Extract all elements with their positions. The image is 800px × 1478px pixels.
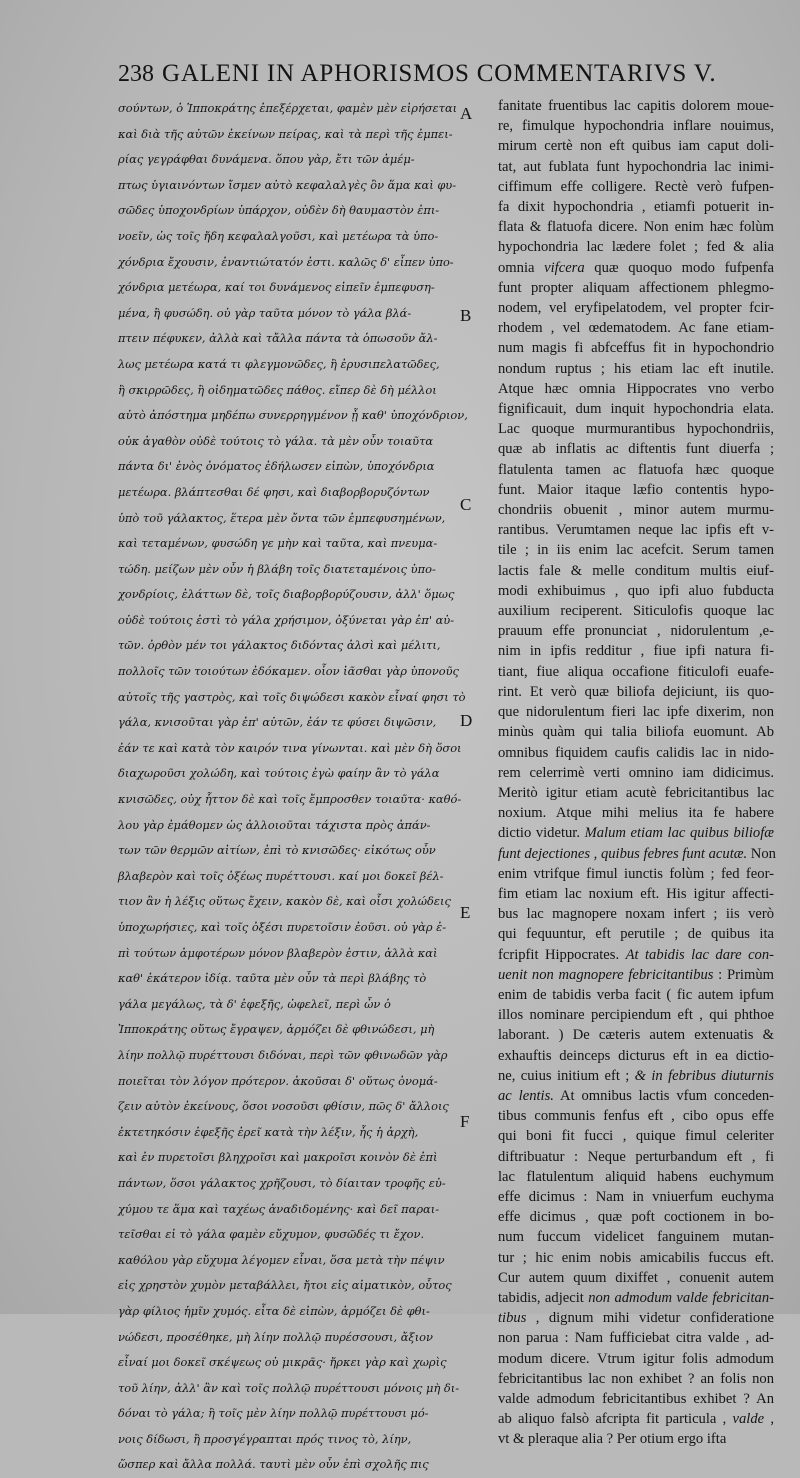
greek-line: τεῖσθαι εἰ τὸ γάλα φαμὲν εὔχυμον, φυσῶδές τι ἔχον. [118, 1227, 425, 1242]
greek-line: καθόλου γὰρ εὔχυμα λέγομεν εἶναι, ὅσα μετὰ τὴν πέψιν [118, 1252, 445, 1267]
latin-line: febricitantibus lac non exhibet ? an folis non [498, 1370, 774, 1387]
greek-line: πτως ὑγιαινόντων ἴσμεν αὐτὸ κεφαλαλγὲς ὂν ἅμα καὶ φυ- [118, 177, 457, 192]
greek-line: μετέωρα. βλάπτεσθαι δέ φησι, καὶ διαβορβορυζόντων [118, 484, 430, 499]
latin-line: laborant. ) De cæteris autem extenuatis & [498, 1027, 774, 1044]
latin-line: effe dicimus : Nam in vniuerfum euchyma [498, 1188, 774, 1205]
greek-line: τώδη. μείζων μὲν οὖν ἡ βλάβη τοῖς διατεταμένοις ὑπο- [118, 561, 436, 576]
latin-line: tiant, fiue aliqua occafione fiticulofi euafe- [498, 663, 774, 680]
greek-line: ρίας γεγράφθαι δυνάμενα. ὅπου γὰρ, ἔτι τῶν ἀμέμ- [118, 152, 415, 167]
greek-line: οὐδὲ τούτοις ἐστὶ τὸ γάλα χρήσιμον, ὀξύνεται γὰρ ἐπ' αὐ- [118, 612, 455, 627]
latin-line: rhodem , vel œdematodem. Ac fane etiam- [498, 320, 774, 337]
greek-line: σῶδες ὑποχονδρίων ὑπάρχον, οὐδὲν δὴ θαυμαστὸν ἐπι- [118, 203, 440, 218]
latin-italic-quote: vifcera [544, 259, 585, 276]
latin-line: tabidis, adjecit non admodum valde febricitan- [498, 1289, 774, 1306]
latin-line: uenit non magnopere febricitantibus : Primùm [498, 966, 774, 983]
latin-italic-quote: ac lentis. [498, 1087, 554, 1104]
latin-line: rem celerrimè verti omnino iam didicimus. [498, 764, 774, 781]
latin-line: flatulenta tamen ac flatuofa hæc quoque [498, 461, 774, 478]
greek-line: πάντων, ὅσοι γάλακτος χρῆζουσι, τὸ δίαιταν τροφῆς εὐ- [118, 1175, 446, 1190]
greek-line: ὑποχωρήσιες, καὶ τοῖς ὀξέσι πυρετοῖσιν ἐοῦσι. οὐ γὰρ ἐ- [118, 920, 447, 934]
latin-line: fanitate fruentibus lac capitis dolorem moue- [498, 98, 774, 114]
latin-line: nodem, vel eryfipelatodem, vel propter fcir- [498, 300, 774, 317]
latin-line: tat, aut fublata funt hypochondria lac inimi- [498, 158, 774, 175]
greek-line: ἢ σκιρρῶδες, ἢ οἰδηματῶδες πάθος. εἴπερ δὲ δὴ μέλλοι [118, 382, 437, 397]
latin-italic-quote: Malum etiam lac quibus biliofæ [584, 825, 774, 842]
latin-line: Lac quoque murmurantibus hypochondriis, [498, 421, 774, 438]
latin-italic-quote: valde [732, 1411, 765, 1428]
latin-line: re, fimulque hypochondria inflare nouimus, [498, 118, 774, 135]
greek-line: πολλοῖς τῶν τοιούτων ἐδόκαμεν. οἷον ἰᾶσθαι γὰρ ὑπονοῦς [118, 664, 459, 679]
greek-line: εἰς χρηστὸν χυμὸν μεταβάλλει, ἤτοι εἰς αἱματικὸν, οὗτος [118, 1278, 452, 1293]
latin-line: ciffimum effe colligere. Rectè verò fufpen- [498, 178, 774, 195]
margin-letter: A [460, 104, 473, 123]
greek-line: οὐκ ἀγαθὸν οὐδὲ τούτοις τὸ γάλα. τὰ μὲν οὖν τοιαῦτα [118, 433, 434, 448]
greek-line: λου γὰρ ἐμάθομεν ὡς ἀλλοιοῦται τάχιστα πρὸς ἀπάν- [118, 817, 431, 832]
latin-line: num fuccum videlicet fanguinem mutan- [498, 1229, 774, 1246]
greek-line: καὶ τεταμένων, φυσώδη γε μὴν καὶ ταῦτα, καὶ πνευμα- [118, 536, 438, 551]
latin-line: modi exhibuimus , quo ipfi aluo fubducta [498, 582, 774, 599]
margin-letter: E [460, 903, 471, 922]
latin-line: illos nominare percipiendum eft , qui phthoe [498, 1007, 774, 1024]
latin-line: tur ; hic enim nobis amicabilis fuccus eft. [498, 1249, 774, 1266]
latin-line: valde admodum febricitantibus exhibet ? An [498, 1391, 774, 1407]
page-header [118, 60, 778, 96]
latin-line: ne, cuius initium eft ; & in febribus diuturnis [498, 1067, 774, 1084]
greek-line: καθ' ἑκάτερον ἰδίᾳ. ταῦτα μὲν οὖν τὰ περὶ βλάβης τὸ [118, 971, 427, 986]
greek-line: λίην πολλῷ πυρέττουσι διδόναι, περὶ τῶν φθινωδῶν γὰρ [118, 1047, 448, 1062]
greek-line: διαχωροῦσι χολώδη, καὶ τούτοις ἐγὼ φαίην ἂν τὸ γάλα [118, 766, 440, 781]
latin-line: nim in ipfis redditur , fiue ipfi natura fi- [498, 643, 774, 660]
latin-line: enim de tabidis verba facit ( fic autem ipfum [498, 986, 774, 1003]
latin-line: Meritò igitur etiam acutè febricitantibus lac [498, 784, 774, 801]
latin-line: hypochondria lac lædere folet ; fed & alia [498, 239, 774, 256]
greek-line: πτειν πέφυκεν, ἀλλὰ καὶ τἄλλα πάντα τὰ ὁπωσοῦν ἄλ- [118, 331, 438, 346]
latin-line: dictio videtur. Malum etiam lac quibus biliofæ [498, 825, 774, 842]
latin-line: noxium. Atque mihi melius ita fe habere [498, 805, 774, 822]
greek-line: δόναι τὸ γάλα; ἢ τοῖς μὲν λίην πολλῷ πυρέττουσι μό- [118, 1406, 429, 1421]
greek-line: νοεῖν, ὡς τοῖς ἤδη κεφαλαλγοῦσι, καὶ μετέωρα τὰ ὑπο- [118, 228, 439, 243]
latin-italic-quote: tibus [498, 1310, 527, 1327]
margin-letter: B [460, 306, 472, 325]
margin-section-letters [456, 0, 486, 1314]
latin-line: diftribuatur : Neque perturbandum eft , fi [498, 1148, 774, 1165]
latin-line: fignificauit, dum inquit hypochondria elata. [498, 401, 774, 418]
latin-line: funt propter aliquam affectionem phlegmo- [498, 279, 774, 296]
latin-line: modum dicere. Vtrum igitur folis admodum [498, 1350, 774, 1367]
latin-line: fcripfit Hippocrates. At tabidis lac dare con- [498, 946, 774, 963]
latin-line: fa dixit hypochondria , etiamfi potuerit in- [498, 199, 774, 216]
latin-line: flata & flatuofa dicere. Non enim hæc folùm [498, 219, 774, 236]
latin-line: lactis fale & melle conditum multis eiuf- [498, 562, 774, 579]
latin-line: rint. Et verò quæ biliofa dejiciunt, iis quo- [498, 683, 774, 700]
latin-line: Atque hæc omnia Hippocrates vno verbo [498, 380, 774, 397]
latin-italic-quote: At tabidis lac dare con- [625, 946, 774, 963]
latin-line: quæ ab inflatis ac diftentis funt diuerfa ; [498, 441, 774, 458]
latin-italic-quote: & in febribus diuturnis [634, 1067, 774, 1084]
latin-line: nondum ruptus ; his etiam lac eft inutile. [498, 360, 774, 377]
latin-line: tibus , dignum mihi videtur confideratione [498, 1310, 774, 1327]
running-title: GALENI IN APHORISMOS COMMENTARIVS V. [162, 60, 717, 87]
greek-line: ποιεῖται τὸν λόγον πρότερον. ἀκοῦσαι δ' οὕτως ὀνομά- [118, 1073, 438, 1088]
latin-line: auxilium reciperent. Siticulofis quoque lac [498, 603, 774, 620]
greek-line: ὥσπερ καὶ ἄλλα πολλά. ταυτὶ μὲν οὖν ἐπὶ σχολῆς πις [118, 1457, 429, 1472]
latin-line: tile ; in iis enim lac acefcit. Serum tamen [498, 542, 774, 559]
latin-line: vt & pleraque alia ? Per otium ergo ifta [498, 1431, 727, 1448]
latin-line: ac lentis. At omnibus lactis vfum conceden- [498, 1087, 774, 1104]
latin-italic-quote: non admodum valde febricitan- [588, 1289, 774, 1306]
latin-line: chondriis obuenit , minor autem murmu- [498, 502, 774, 519]
greek-text-column [118, 96, 468, 1472]
greek-line: χονδρίοις, ἐλάττων δὲ, τοῖς διαβορβορύζουσιν, ἀλλ' ὅμως [118, 587, 455, 602]
latin-line: que nidorulentum fieri lac ipfe dixerim, non [498, 704, 774, 721]
greek-line: ἐκτετηκόσιν ἐφεξῆς ἐρεῖ κατὰ τὴν λέξιν, ἧς ἡ ἀρχὴ, [118, 1124, 419, 1139]
greek-line: γάλα μεγάλως, τὰ δ' ἐφεξῆς, ὠφελεῖ, περὶ ὧν ὁ [118, 996, 391, 1011]
latin-line: effe dicimus , quæ poft coctionem in bo- [498, 1209, 774, 1226]
latin-line: qui boni fit fucci , quique fimul celeriter [498, 1128, 774, 1145]
greek-line: γὰρ φίλιος ἡμῖν χυμός. εἶτα δὲ εἰπὼν, ἁρμόζει δὲ φθι- [118, 1303, 430, 1318]
latin-line: num magis fi abfceffus fit in hypochondrio [498, 340, 774, 357]
page-number: 238 [118, 61, 154, 87]
greek-line: αὐτοῖς τῆς γαστρὸς, καὶ τοῖς διψώδεσι κακὸν εἶναί φησι τὸ [118, 689, 466, 704]
latin-line: qui fequuntur, eft perutile ; de quibus ita [498, 926, 774, 943]
greek-line: καὶ διὰ τῆς αὐτῶν ἐκείνων πείρας, καὶ τὰ περὶ τῆς ἐμπει- [118, 126, 453, 141]
greek-line: εἶναί μοι δοκεῖ σκέψεως οὐ μικρᾶς· ἤρκει γὰρ καὶ χωρὶς [118, 1355, 447, 1370]
greek-line: γάλα, κνισοῦται γὰρ ἐπ' αὐτῶν, ἐάν τε φύσει διψῶσιν, [118, 715, 437, 730]
latin-line: exhauftis deinceps dicturus eft in ea dictio- [498, 1047, 774, 1064]
margin-letter: C [460, 495, 472, 514]
latin-line: rantibus. Verumtamen neque lac ipfis eft v- [498, 522, 774, 539]
greek-line: των τῶν θερμῶν αἰτίων, ἐπὶ τὸ κνισῶδες· εἰκότως οὖν [118, 843, 436, 858]
latin-line: funt. Maior itaque læfio contentis hypo- [498, 481, 774, 498]
greek-line: λως μετέωρα κατά τι φλεγμονῶδες, ἢ ἐρυσιπελατῶδες, [118, 356, 440, 371]
greek-line: πὶ τούτων ἀμφοτέρων μόνον βλαβερὸν ἐστιν, ἀλλὰ καὶ [118, 945, 438, 960]
margin-letter: F [460, 1112, 470, 1131]
greek-line: βλαβερὸν καὶ τοῖς ὀξέως πυρέττουσι. καί μοι δοκεῖ βέλ- [118, 868, 444, 883]
latin-line: tibus communis fenfus eft , cibo opus effe [498, 1108, 774, 1125]
greek-line: χόνδρια μετέωρα, καί τοι δυνάμενος εἰπεῖν ἐμπεφυση- [118, 280, 435, 295]
latin-line: omnibus fiquidem caufis calidis lac in nido- [498, 744, 774, 761]
latin-line: enim vtrifque fimul iunctis folùm ; fed feor- [498, 865, 774, 882]
greek-line: καὶ ἐν πυρετοῖσι βληχροῖσι καὶ μακροῖσι κοινὸν δὲ ἐπὶ [118, 1150, 438, 1165]
greek-line: ὑπὸ τοῦ γάλακτος, ἕτερα μὲν ὄντα τῶν ἐμπεφυσημένων, [118, 510, 446, 525]
greek-line: αὐτὸ ἀπόστημα μηδέπω συνερρηγμένον ᾖ καθ' ὑποχόνδριον, [118, 408, 468, 423]
latin-line: prauum effe pronunciat , nidorulentum ,e- [498, 623, 774, 640]
greek-line: Ἱπποκράτης οὕτως ἔγραψεν, ἁρμόζει δὲ φθινώδεσι, μὴ [118, 1022, 435, 1037]
greek-line: τῶν. ὀρθὸν μέν τοι γάλακτος διδόντας ἁλσὶ καὶ μέλιτι, [118, 638, 441, 653]
greek-line: τιον ἂν ἡ λέξις οὕτως ἔχειν, κακὸν δὲ, καὶ οἷσι χολώδεις [118, 894, 451, 909]
latin-text-column [498, 96, 776, 1448]
latin-line: mirum certè non eft quibus iam caput doli- [498, 138, 774, 155]
latin-line: fim etiam lac noxium eft. His igitur affecti- [498, 885, 774, 902]
latin-line: Cur autem quum dixiffet , conuenit autem [498, 1269, 774, 1286]
latin-line: funt dejectiones , quibus febres funt acutæ. Non [498, 845, 776, 862]
greek-line: νώδεσι, προσέθηκε, μὴ λίην πολλῷ πυρέσσουσι, ἄξιον [118, 1329, 433, 1344]
greek-line: ζειν αὐτὸν ἐκείνους, ὅσοι νοσοῦσι φθίσιν, πῶς δ' ἄλλοις [118, 1099, 449, 1114]
latin-line: non parua : Nam fufficiebat citra valde , ad- [498, 1330, 774, 1347]
greek-line: χύμου τε ἅμα καὶ ταχέως ἀναδιδομένης· καὶ δεῖ παραι- [118, 1201, 440, 1216]
latin-italic-quote: uenit non magnopere febricitantibus [498, 966, 714, 983]
greek-line: νοις δίδωσι, ἢ προσγέγραπται πρός τινος τὸ, λίην, [118, 1431, 412, 1446]
margin-letter: D [460, 711, 473, 730]
latin-line: ab aliquo falsò afcripta fit particula , valde , [498, 1411, 774, 1428]
latin-italic-quote: funt dejectiones , quibus febres funt acutæ. [498, 845, 748, 862]
greek-line: τοῦ λίην, ἀλλ' ἂν καὶ τοῖς πολλῷ πυρέττουσι μόνοις μὴ δι- [118, 1380, 460, 1395]
greek-line: ἐάν τε καὶ κατὰ τὸν καιρόν τινα γίνωνται. καὶ μὲν δὴ ὅσοι [118, 740, 462, 755]
latin-line: lac flatulentum aliquid habens euchymum [498, 1168, 774, 1185]
greek-line: σούντων, ὁ Ἱπποκράτης ἐπεξέρχεται, φαμὲν μὲν εἰρήσεται [118, 101, 458, 115]
greek-line: χόνδρια ἔχουσιν, ἐναντιώτατόν ἐστι. καλῶς δ' εἶπεν ὑπο- [118, 254, 454, 269]
latin-line: omnia vifcera quæ quoquo modo fufpenfa [498, 259, 774, 276]
greek-line: πάντα δι' ἑνὸς ὀνόματος ἐδήλωσεν εἰπὼν, ὑποχόνδρια [118, 459, 435, 474]
greek-line: κνισῶδες, οὐχ ἧττον δὲ καὶ τοῖς ἔμπροσθεν τοιαῦτα· καθό- [118, 792, 462, 807]
greek-line: μένα, ἢ φυσώδη. οὐ γὰρ ταῦτα μόνον τὸ γάλα βλά- [118, 305, 412, 320]
latin-line: minùs quàm qui talia biliofa euomunt. Ab [498, 724, 774, 741]
latin-line: bus lac magnopere noxam infert ; iis verò [498, 906, 774, 923]
